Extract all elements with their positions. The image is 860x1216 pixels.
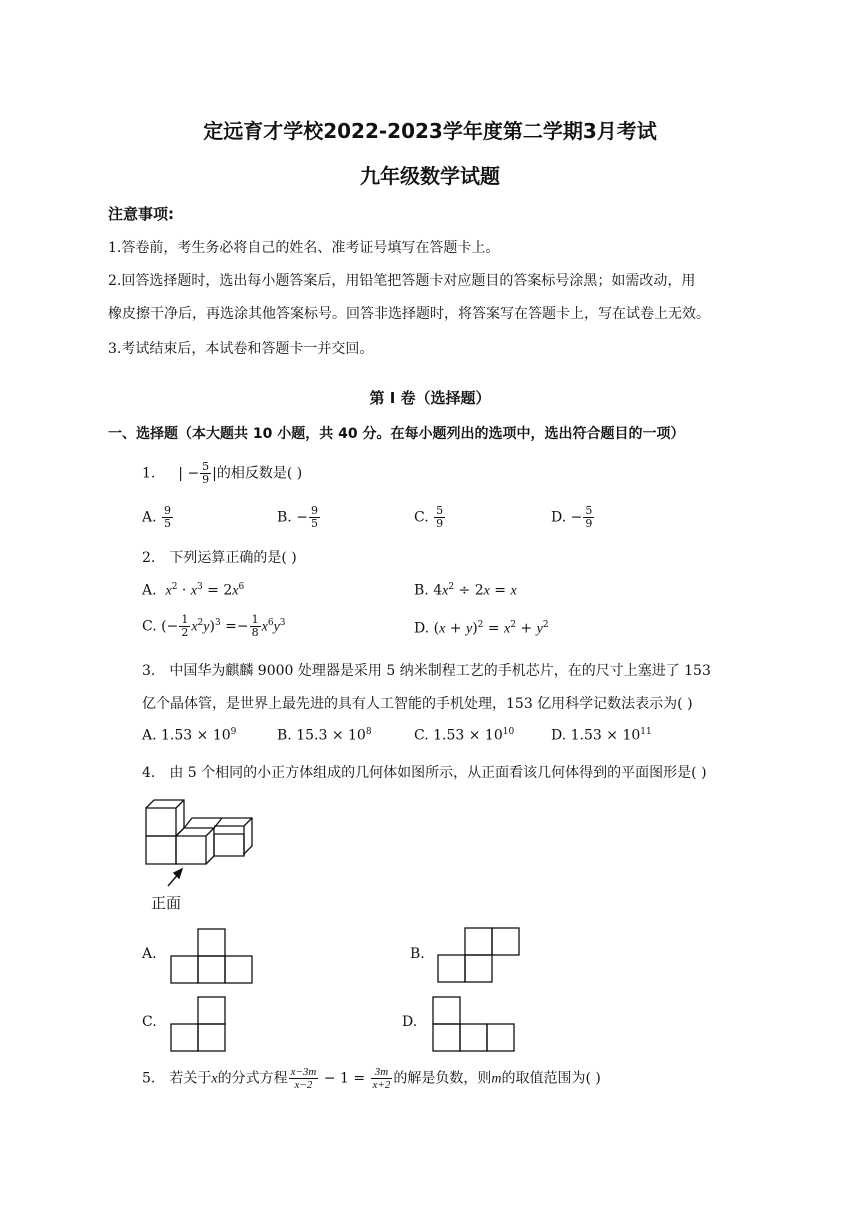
q4-option-a-figure bbox=[170, 928, 254, 984]
question-3-line2: 亿个晶体管，是世界上最先进的具有人工智能的手机处理，153 亿用科学记数法表示为( ) bbox=[142, 696, 693, 712]
question-1: 1. | − $\frac{5}{9}$ |的相反数是( ) bbox=[142, 460, 303, 486]
cube-figure bbox=[140, 796, 275, 896]
q1-option-b: B. − $\frac{9}{5}$ bbox=[277, 504, 318, 530]
q2-option-c: C. (− $\frac{1}{2}$ $x^2y)^3$ =− $\frac{1}{8}$ $x^6y^3$ bbox=[142, 613, 286, 639]
q3-option-c: C. $1.53 \times 10^{10}$ bbox=[414, 727, 515, 744]
front-view-label: 正面 bbox=[151, 894, 182, 912]
q1-option-a: A. $\frac{9}{5}$ bbox=[142, 504, 172, 530]
part-title: 第 I 卷（选择题） bbox=[369, 389, 491, 407]
notice-heading: 注意事项: bbox=[108, 205, 174, 223]
q2-option-b: B. $4x^2 \div 2x = x$ bbox=[414, 582, 517, 599]
q2-option-a: A. $x^2 \cdot x^3 = 2x^6$ bbox=[142, 582, 245, 599]
q1-option-c: C. $\frac{5}{9}$ bbox=[414, 504, 444, 530]
q4-option-b-figure bbox=[437, 927, 521, 983]
q4-option-c-figure bbox=[170, 996, 228, 1052]
question-3-line1: 3. 中国华为麒麟 9000 处理器是采用 5 纳米制程工艺的手机芯片，在的尺寸上塞进了 153 bbox=[142, 663, 711, 679]
q3-option-d: D. $1.53 \times 10^{11}$ bbox=[551, 727, 652, 744]
exam-subtitle: 九年级数学试题 bbox=[360, 164, 500, 188]
question-2: 2. 下列运算正确的是( ) bbox=[142, 550, 297, 566]
q2-option-d: D. $(x + y)^2 = x^2 + y^2$ bbox=[414, 620, 549, 637]
exam-title: 定远育才学校2022-2023学年度第二学期3月考试 bbox=[203, 119, 657, 143]
notice-item-1: 1.答卷前，考生务必将自己的姓名、准考证号填写在答题卡上。 bbox=[108, 240, 500, 256]
q3-option-a: A. $1.53 \times 10^9$ bbox=[142, 727, 237, 744]
question-5: 5. 若关于x的分式方程 $\frac{x-3m}{x-2}$ − 1 = $\frac{3m}{x+2}$ 的解是负数，则m的取值范围为( ) bbox=[142, 1066, 601, 1091]
q3-option-b: B. $15.3 \times 10^8$ bbox=[277, 727, 372, 744]
q1-option-d: D. − $\frac{5}{9}$ bbox=[551, 504, 593, 530]
q4-option-d-figure bbox=[432, 996, 516, 1052]
question-number: 1. bbox=[142, 465, 156, 482]
q4-option-d-label: D. bbox=[402, 1014, 418, 1030]
notice-item-3: 3.考试结束后，本试卷和答题卡一并交回。 bbox=[108, 341, 374, 357]
section-heading: 一、选择题（本大题共 10 小题，共 40 分。在每小题列出的选项中，选出符合题目的一项） bbox=[108, 426, 685, 442]
question-4: 4. 由 5 个相同的小正方体组成的几何体如图所示，从正面看该几何体得到的平面图形是( ) bbox=[142, 765, 707, 781]
q4-option-a-label: A. bbox=[142, 946, 157, 962]
q4-option-b-label: B. bbox=[410, 946, 425, 962]
q4-option-c-label: C. bbox=[142, 1014, 157, 1030]
notice-item-2-line2: 橡皮擦干净后，再选涂其他答案标号。回答非选择题时，将答案写在答题卡上，写在试卷上无效。 bbox=[108, 306, 710, 322]
notice-item-2-line1: 2.回答选择题时，选出每小题答案后，用铅笔把答题卡对应题目的答案标号涂黑；如需改动，用 bbox=[108, 273, 696, 289]
